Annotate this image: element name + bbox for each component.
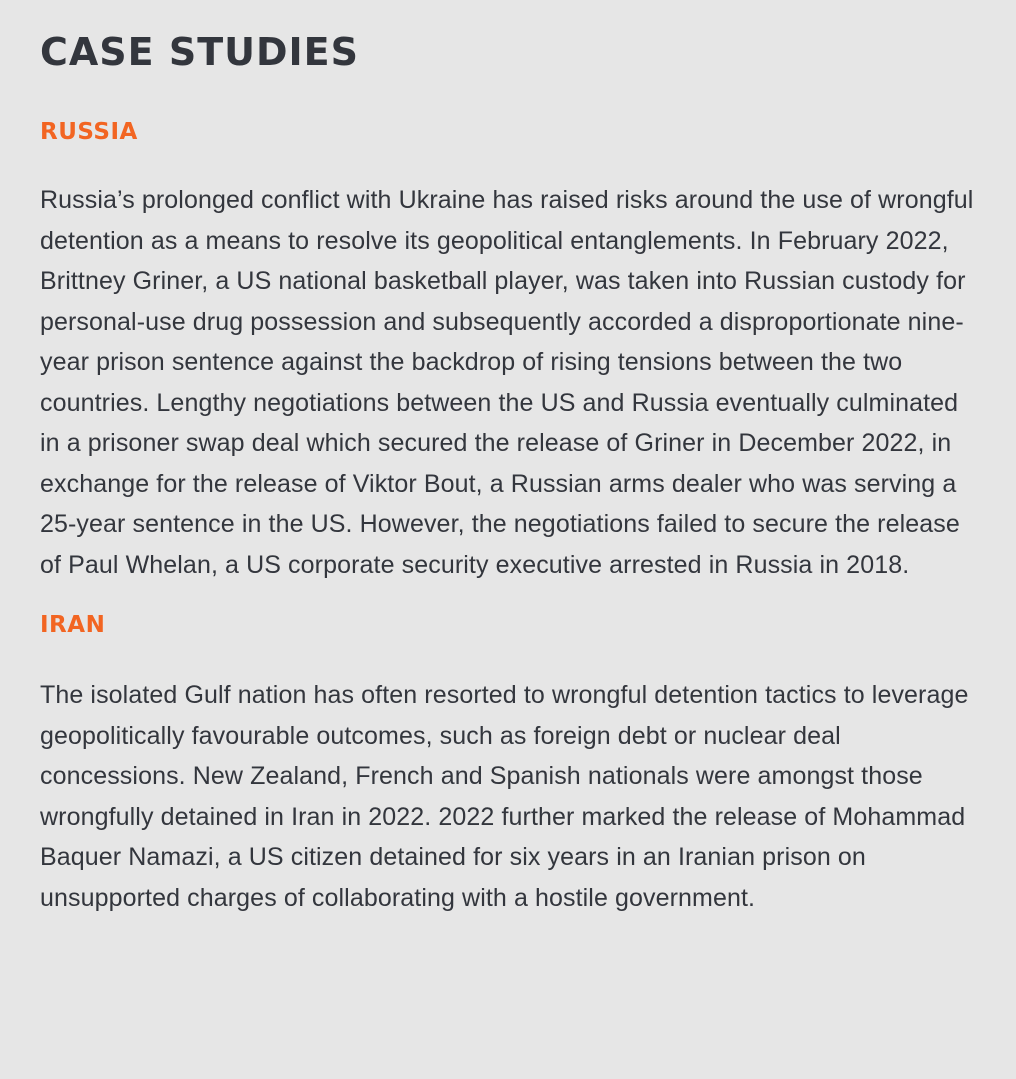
section-heading-russia: RUSSIA bbox=[40, 119, 138, 145]
section-iran bbox=[40, 609, 976, 918]
section-body-iran: The isolated Gulf nation has often resorted to wrongful detention tactics to leverage geopolitically favourable outcomes, such as foreign debt or nuclear deal concessions. New Zealand, French and Spanish nationals were amongst those wrongfully detained in Iran in 2022. 2022 further marked the release of Mohammad Baquer Namazi, a US citizen detained for six years in an Iranian prison on unsupported charges of collaborating with a hostile government. bbox=[40, 681, 969, 912]
section-russia bbox=[40, 116, 976, 585]
section-body-russia: Russia’s prolonged conflict with Ukraine has raised risks around the use of wrongful detention as a means to resolve its geopolitical entanglements. In February 2022, Brittney Griner, a US national basketball player, was taken into Russian custody for personal-use drug possession and subsequently accorded a disproportionate nine-year prison sentence against the backdrop of rising tensions between the two countries. Lengthy negotiations between the US and Russia eventually culminated in a prisoner swap deal which secured the release of Griner in December 2022, in exchange for the release of Viktor Bout, a Russian arms dealer who was serving a 25-year sentence in the US. However, the negotiations failed to secure the release of Paul Whelan, a US corporate security executive arrested in Russia in 2018. bbox=[40, 186, 974, 579]
section-heading-iran: IRAN bbox=[40, 612, 106, 638]
page-title: CASE STUDIES bbox=[40, 30, 360, 74]
